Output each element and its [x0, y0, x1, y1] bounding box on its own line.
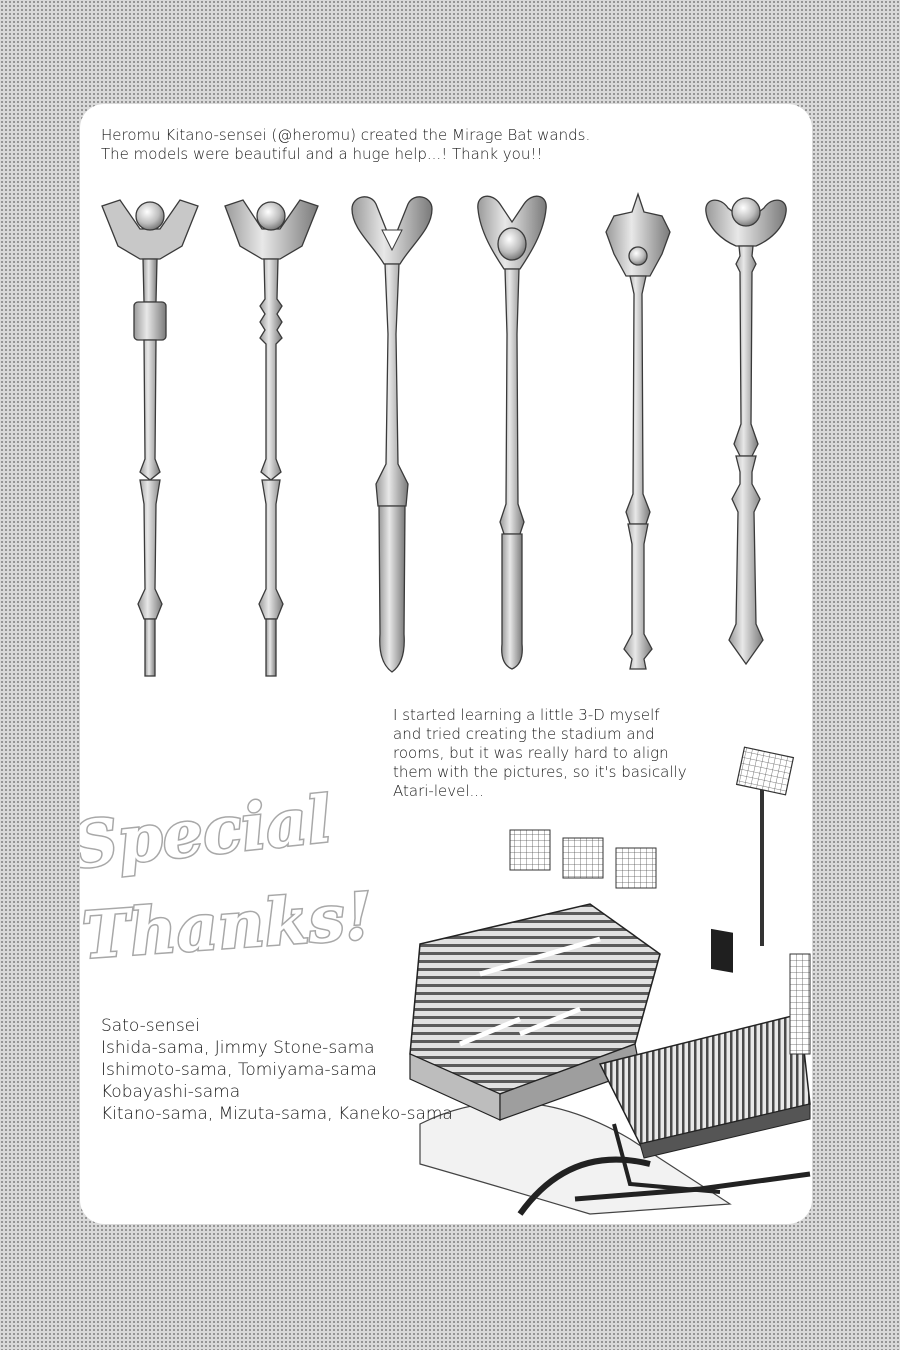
wand-2 [225, 200, 318, 676]
credit-line-5: Kitano-sama, Mizuta-sama, Kaneko-sama [101, 1104, 453, 1124]
note-line-4: them with the pictures, so it's basically [393, 763, 687, 781]
credit-line-4: Kobayashi-sama [101, 1082, 241, 1102]
credit-line-2: Ishida-sama, Jimmy Stone-sama [101, 1038, 375, 1058]
note-line-3: rooms, but it was really hard to align [393, 744, 669, 762]
wand-3 [352, 197, 432, 672]
credit-line-3: Ishimoto-sama, Tomiyama-sama [101, 1060, 377, 1080]
wand-4 [478, 196, 546, 669]
special-thanks-line-1: Special [67, 782, 335, 884]
wand-6 [706, 198, 786, 664]
light-tower [711, 747, 793, 972]
stadium-illustration [400, 744, 812, 1224]
credit-line-1: Sato-sensei [101, 1016, 200, 1036]
note-line-1: I started learning a little 3-D myself [393, 706, 660, 724]
wand-1 [102, 200, 198, 676]
intro-line-1: Heromu Kitano-sensei (@heromu) created the Mirage Bat wands. [101, 126, 591, 144]
special-thanks-line-2: Thanks! [79, 878, 376, 974]
wand-5 [606, 194, 670, 669]
page-panel [67, 104, 812, 1224]
credits-list [101, 1015, 521, 1125]
note-line-2: and tried creating the stadium and [393, 725, 655, 743]
note-line-5: Atari-level... [393, 782, 484, 800]
special-thanks-title [67, 782, 388, 988]
wands-illustration [80, 104, 812, 704]
intro-line-2: The models were beautiful and a huge help...! Thank you!! [101, 145, 543, 163]
